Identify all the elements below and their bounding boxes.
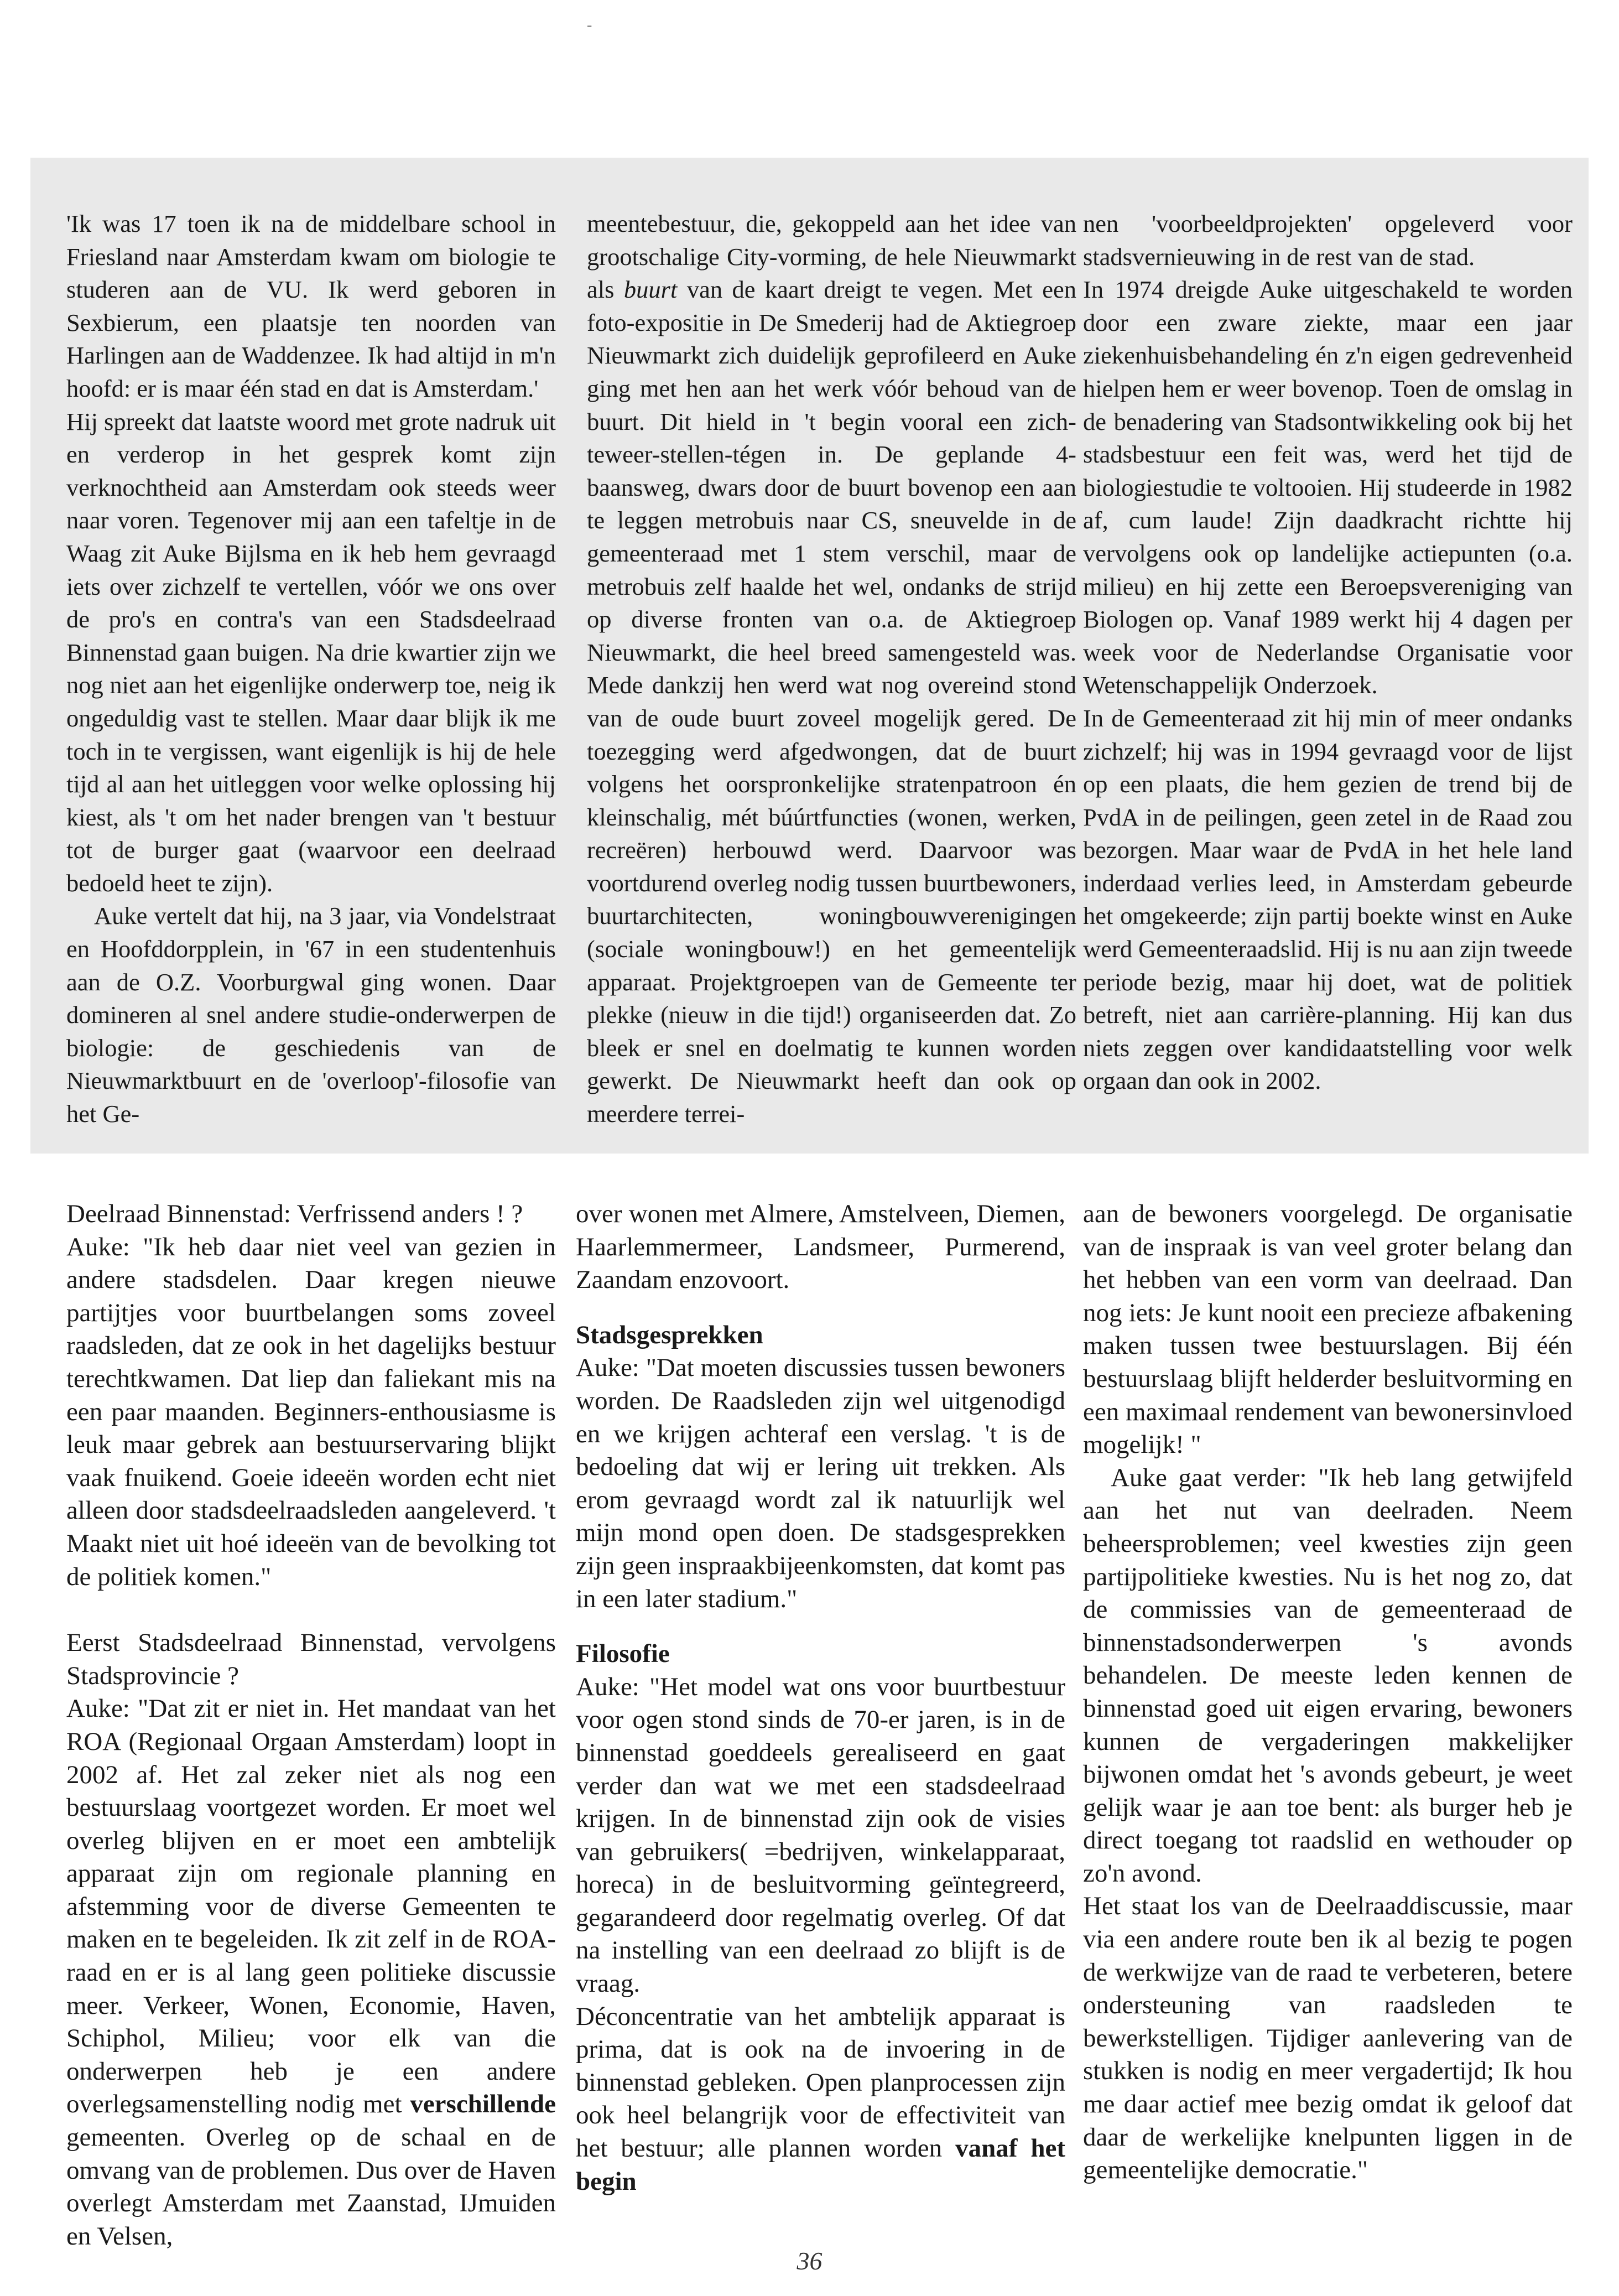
paragraph: Auke: "Het model wat ons voor buurtbestuur voor ogen stond sinds de 70-er jaren, is in de binnenstad goeddeels gerealiseerd en gaat verder dan wat we met een stadsdeelraad krijgen. In de binnenstad zijn ook de visies van gebruikers( =bedrijven, winkelapparaat, horeca) in de besluitvorming geïntegreerd, gegarandeerd door regelmatig overleg. Of dat na instelling van een deelraad zo blijft is de vraag. <box>576 1672 1065 1998</box>
paragraph: In 1974 dreigde Auke uitgeschakeld te worden door een zware ziekte, maar een jaar ziekenhuisbehandeling én z'n eigen gedrevenheid hielpen hem er weer bovenop. Toen de omslag in de benadering van Stadsontwikkeling ook bij het stadsbestuur een feit was, werd het tijd de biologiestudie te voltooien. Hij studeerde in 1982 af, cum laude! Zijn daadkracht richtte hij vervolgens ook op landelijke actiepunten (o.a. milieu) en hij zette een Beroepsvereniging van Biologen op. Vanaf 1989 werkt hij 4 dagen per week voor de Nederlandse Organisatie voor Wetenschappelijk Onderzoek. <box>1083 276 1573 699</box>
emphasis: vanaf het begin <box>576 2134 1065 2196</box>
emphasis: buurt <box>623 276 678 304</box>
intro-column-1 <box>66 207 556 1131</box>
emphasis: verschillende <box>410 2090 556 2119</box>
paragraph: Auke gaat verder: "Ik heb lang getwijfeld aan het nut van deelraden. Neem beheersproblemen; veel kwesties zijn geen partijpolitieke kwesties. Nu is het nog zo, dat de commissies van de gemeenteraad de binnenstadsonderwerpen 's avonds behandelen. De meeste leden kennen de binnenstad goed uit eigen ervaring, bewoners kunnen de vergaderingen makkelijker bijwonen omdat het 's avonds gebeurt, je weet gelijk waar je aan toe bent: als burger heb je direct toegang tot raadslid en wethouder op zo'n avond. <box>1083 1463 1573 1888</box>
paragraph: Auke: "Dat moeten discussies tussen bewoners worden. De Raadsleden zijn wel uitgenodigd en we krijgen achteraf een verslag. 't is de bedoeling dat wij er lering uit trekken. Als erom gevraagd wordt zal ik natuurlijk wel mijn mond open doen. De stadsgesprekken zijn geen inspraakbijeenkomsten, dat komt pas in een later stadium." <box>576 1353 1065 1613</box>
intro-column-2 <box>587 207 1076 1131</box>
top-mark: - <box>587 17 592 34</box>
paragraph: Het staat los van de Deelraaddiscussie, maar via een andere route ben ik al bezig te pogen de werkwijze van de raad te verbeteren, betere ondersteuning van raadsleden te bewerkstelligen. Tijdiger aanlevering van de stukken is nodig en meer vergadertijd; Ik hou me daar actief mee bezig omdat ik geloof dat daar de werkelijke knelpunten liggen in de gemeentelijke democratie." <box>1083 1892 1573 2185</box>
paragraph: Déconcentratie van het ambtelijk apparaat is prima, dat is ook na de invoering in de binnenstad gebleken. Open planprocessen zijn ook heel belangrijk voor de effectiviteit van het bestuur; alle plannen worden vanaf het begin <box>576 2002 1065 2196</box>
paragraph: 'Ik was 17 toen ik na de middelbare school in Friesland naar Amsterdam kwam om biologie te studeren aan de VU. Ik werd geboren in Sexbierum, een plaatsje ten noorden van Harlingen aan de Waddenzee. Ik had altijd in m'n hoofd: er is maar één stad en dat is Amsterdam.' <box>66 210 556 402</box>
interview-column-3 <box>1083 1198 1573 2187</box>
paragraph: Hij spreekt dat laatste woord met grote nadruk uit en verderop in het gesprek komt zijn verknochtheid aan Amsterdam ook steeds weer naar voren. Tegenover mij aan een tafeltje in de Waag zit Auke Bijlsma en ik heb hem gevraagd iets over zichzelf te vertellen, vóór we ons over de pro's en contra's van een Stadsdeelraad Binnenstad gaan buigen. Na drie kwartier zijn we nog niet aan het eigenlijke onderwerp toe, neig ik ongeduldig vast te stellen. Maar daar blijk ik me toch in te vergissen, want eigenlijk is hij de hele tijd al aan het uitleggen voor welke oplossing hij kiest, als 't om het nader brengen van 't bestuur tot de burger gaat (waarvoor een deelraad bedoeld heet te zijn). <box>66 407 556 897</box>
paragraph: nen 'voorbeeldprojekten' opgeleverd voor stadsvernieuwing in de rest van de stad. <box>1083 210 1573 271</box>
question: Deelraad Binnenstad: Verfrissend anders ! ? <box>66 1199 523 1228</box>
paragraph: Auke: "Dat zit er niet in. Het mandaat van het ROA (Regionaal Orgaan Amsterdam) loopt in 2002 af. Het zal zeker niet als nog een bestuurslaag voortgezet worden. Er moet wel overleg blijven en er moet een ambtelijk apparaat zijn om regionale planning en afstemming voor de diverse Gemeenten te maken en te begeleiden. Ik zit zelf in de ROA-raad en er is al lang geen politieke discussie meer. Verkeer, Wonen, Economie, Haven, Schiphol, Milieu; voor elk van die onderwerpen heb je een andere overlegsamenstelling nodig met verschillende gemeenten. Overleg op de schaal en de omvang van de problemen. Dus over de Haven overlegt Amsterdam met Zaanstad, IJmuiden en Velsen, <box>66 1694 556 2251</box>
paragraph: Auke vertelt dat hij, na 3 jaar, via Vondelstraat en Hoofddorpplein, in '67 in een studentenhuis aan de O.Z. Voorburgwal ging wonen. Daar domineren al snel andere studie-onderwerpen de biologie: de geschiedenis van de Nieuwmarktbuurt en de 'overloop'-filosofie van het Ge- <box>66 902 556 1128</box>
interview-column-2 <box>576 1198 1065 2198</box>
section-heading: Filosofie <box>576 1639 670 1669</box>
page-number: 36 <box>797 2247 822 2275</box>
paragraph: Auke: "Ik heb daar niet veel van gezien in andere stadsdelen. Daar kregen nieuwe partijtjes voor buurtbelangen soms zoveel raadsleden, dat ze ook in het dagelijks bestuur terechtkwamen. Dat liep dan faliekant mis na een paar maanden. Beginners-enthousiasme is leuk maar gebrek aan bestuurservaring blijkt vaak fnuikend. Goeie ideeën worden echt niet alleen door stadsdeelraadsleden aangeleverd. 't Maakt niet uit hoé ideeën van de bevolking tot de politiek komen." <box>66 1232 556 1591</box>
paragraph: In de Gemeenteraad zit hij min of meer ondanks zichzelf; hij was in 1994 gevraagd voor de lijst op een plaats, die hem gezien de trend bij de PvdA in de peilingen, geen zetel in de Raad zou bezorgen. Maar waar de PvdA in het hele land inderdaad verlies leed, in Amsterdam gebeurde het omgekeerde; zijn partij boekte winst en Auke werd Gemeenteraadslid. Hij is nu aan zijn tweede periode bezig, maar hij doet, wat de politiek betreft, niet aan carrière-planning. Hij kan dus niets zeggen over kandidaatstelling voor welk orgaan dan ook in 2002. <box>1083 704 1573 1095</box>
question: Eerst Stadsdeelraad Binnenstad, vervolgens Stadsprovincie ? <box>66 1628 556 1690</box>
interview-column-1 <box>66 1198 556 2253</box>
intro-column-3 <box>1083 207 1573 1098</box>
paragraph: over wonen met Almere, Amstelveen, Diemen, Haarlemmermeer, Landsmeer, Purmerend, Zaandam enzovoort. <box>576 1199 1065 1295</box>
paragraph: aan de bewoners voorgelegd. De organisatie van de inspraak is van veel groter belang dan het hebben van een vorm van deelraad. Dan nog iets: Je kunt nooit een precieze afbakening maken tussen twee bestuurslagen. Bij één bestuurslaag blijft helderder besluitvorming en een maximaal rendement van bewonersinvloed mogelijk! " <box>1083 1199 1573 1459</box>
section-heading: Stadsgesprekken <box>576 1320 763 1349</box>
paragraph: meentebestuur, die, gekoppeld aan het idee van grootschalige City-vorming, de hele Nieuwmarkt als buurt van de kaart dreigt te vegen. Met een foto-expositie in De Smederij had de Aktiegroep Nieuwmarkt zich duidelijk geprofileerd en Auke ging met hen aan het werk vóór behoud van de buurt. Dit hield in 't begin vooral een zich-teweer-stellen-tégen in. De geplande 4-baansweg, dwars door de buurt bovenop een aan te leggen metrobuis naar CS, sneuvelde in de gemeenteraad met 1 stem verschil, maar de metrobuis zelf haalde het wel, ondanks de strijd op diverse fronten van o.a. de Aktiegroep Nieuwmarkt, die heel breed samengesteld was. Mede dankzij hen werd wat nog overeind stond van de oude buurt zoveel mogelijk gered. De toezegging werd afgedwongen, dat de buurt volgens het oorspronkelijke stratenpatroon én kleinschalig, mét búúrtfuncties (wonen, werken, recreëren) herbouwd werd. Daarvoor was voortdurend overleg nodig tussen buurtbewoners, buurtarchitecten, woningbouwverenigingen (sociale woningbouw!) en het gemeentelijk apparaat. Projektgroepen van de Gemeente ter plekke (nieuw in die tijd!) organiseerden dat. Zo bleek er snel en doelmatig te kunnen worden gewerkt. De Nieuwmarkt heeft dan ook op meerdere terrei- <box>587 210 1076 1128</box>
